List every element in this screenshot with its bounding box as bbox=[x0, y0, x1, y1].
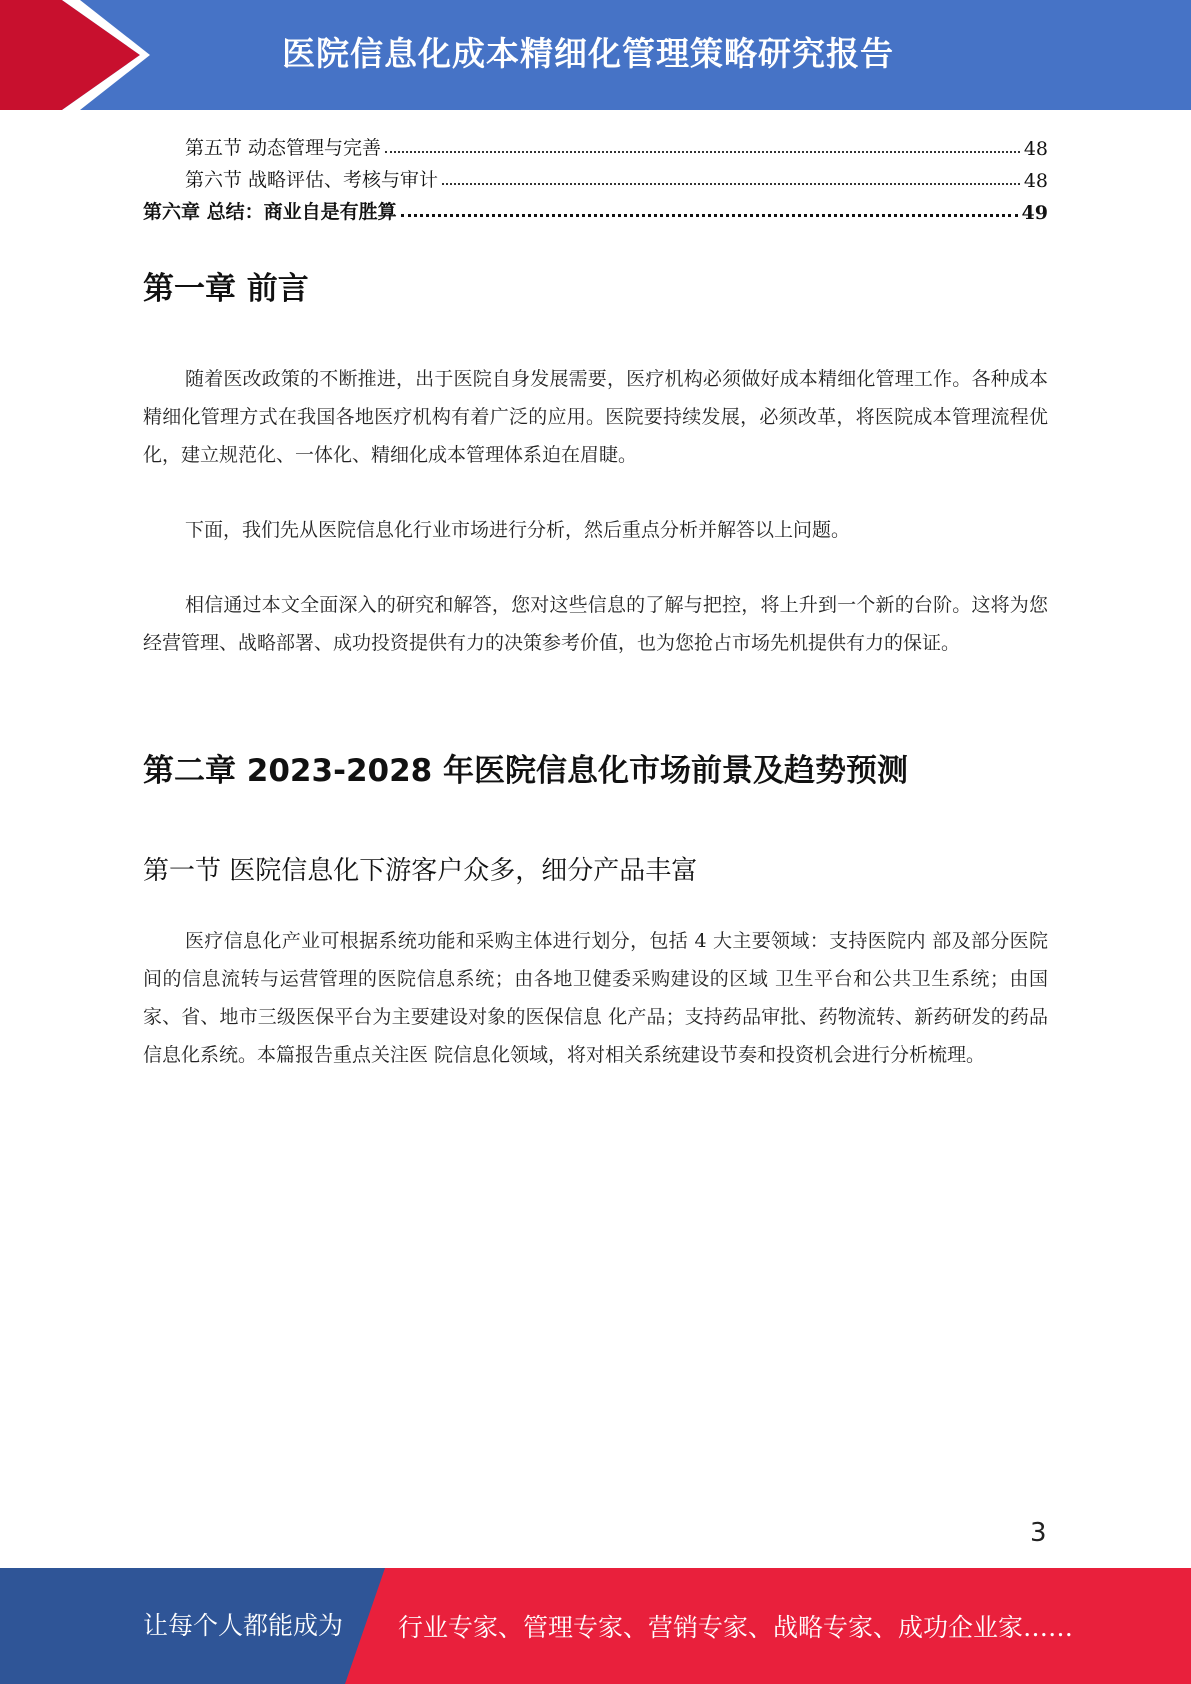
section-1-paragraph: 医疗信息化产业可根据系统功能和采购主体进行划分，包括 4 大主要领域：支持医院内 部及部分医院间的信息流转与运营管理的医院信息系统；由各地卫健委采购建设的区域 卫生平台和公共卫生系统；由国家、省、地市三级医保平台为主要建设对象的医保信息 化产品；支持药品审批、药物流转、新药研发的药品信息化系统。本篇报告重点关注医 院信息化领域，将对相关系统建设节奏和投资机会进行分析梳理。 bbox=[143, 930, 1048, 1066]
toc-entry-page: 48 bbox=[1023, 170, 1048, 192]
toc-entry-label: 第五节 动态管理与完善 bbox=[185, 137, 382, 159]
toc-entry-label: 第六章 总结：商业自是有胜算 bbox=[143, 201, 397, 223]
section-1-heading: 第一节 医院信息化下游客户众多，细分产品丰富 bbox=[143, 856, 698, 886]
header-arrow-decoration bbox=[0, 0, 150, 110]
chapter-2-heading: 第二章 2023-2028 年医院信息化市场前景及趋势预测 bbox=[143, 753, 909, 789]
footer-slogan-right: 行业专家、管理专家、营销专家、战略专家、成功企业家…… bbox=[398, 1613, 1074, 1642]
chapter-1-heading: 第一章 前言 bbox=[143, 271, 309, 307]
toc-entry[interactable] bbox=[143, 160, 1048, 192]
toc-entry-chapter[interactable] bbox=[143, 192, 1048, 224]
toc-entry-page: 48 bbox=[1023, 138, 1048, 160]
page-footer bbox=[0, 1568, 1191, 1684]
report-title: 医院信息化成本精细化管理策略研究报告 bbox=[282, 34, 894, 73]
toc-leader-dots bbox=[442, 183, 1020, 185]
chapter-1-paragraph-2: 下面，我们先从医院信息化行业市场进行分析，然后重点分析并解答以上问题。 bbox=[185, 519, 851, 541]
toc-entry-page: 49 bbox=[1021, 202, 1048, 224]
toc-entry-label: 第六节 战略评估、考核与审计 bbox=[185, 169, 439, 191]
table-of-contents bbox=[143, 128, 1048, 224]
toc-entry[interactable] bbox=[143, 128, 1048, 160]
toc-leader-dots bbox=[385, 151, 1020, 153]
footer-slogan-left: 让每个人都能成为 bbox=[143, 1611, 344, 1640]
page-number: 3 bbox=[1030, 1518, 1047, 1548]
chapter-1-paragraph-3: 相信通过本文全面深入的研究和解答，您对这些信息的了解与把控，将上升到一个新的台阶。这将为您经营管理、战略部署、成功投资提供有力的决策参考价值，也为您抢占市场先机提供有力的保证。 bbox=[143, 594, 1048, 654]
toc-leader-dots bbox=[401, 214, 1018, 217]
page-header bbox=[0, 0, 1191, 110]
chapter-1-paragraph-1: 随着医改政策的不断推进，出于医院自身发展需要，医疗机构必须做好成本精细化管理工作。各种成本精细化管理方式在我国各地医疗机构有着广泛的应用。医院要持续发展，必须改革，将医院成本管理流程优化，建立规范化、一体化、精细化成本管理体系迫在眉睫。 bbox=[143, 368, 1048, 466]
